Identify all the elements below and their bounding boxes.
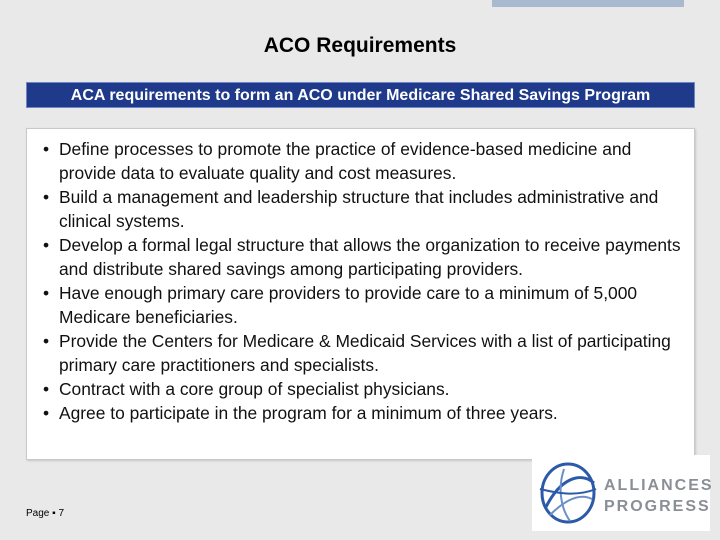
bullet-marker: • [42,403,50,423]
bullet-item [33,281,686,329]
bullet-item [33,329,686,377]
bullet-text: Build a management and leadership structure that includes administrative and clinical systems. [59,187,659,231]
bullet-marker: • [42,283,50,303]
slide-title: ACO Requirements [263,34,457,57]
bullet-marker: • [42,379,50,399]
bullet-item [33,377,686,401]
bullet-marker: • [42,235,50,255]
bullet-marker: • [42,331,50,351]
logo-line-1: ALLIANCES [604,477,714,494]
page-number: Page ▪ 7 [26,508,65,519]
bullet-marker: • [42,139,50,159]
subtitle-banner: ACA requirements to form an ACO under Medicare Shared Savings Program [26,82,695,108]
bullet-text: Develop a formal legal structure that allows the organization to receive payments and distribute shared savings among participating providers. [59,235,681,279]
bullet-item [33,137,686,185]
bullet-item [33,185,686,233]
bullet-list-box [26,128,695,460]
top-accent-bar [492,0,684,7]
bullet-text: Define processes to promote the practice of evidence-based medicine and provide data to evaluate quality and cost measures. [59,139,632,183]
bullet-item [33,233,686,281]
bullet-text: Contract with a core group of specialist physicians. [59,379,450,399]
bullet-text: Have enough primary care providers to provide care to a minimum of 5,000 Medicare beneficiaries. [59,283,638,327]
globe-swirl-icon [536,459,600,527]
bullet-marker: • [42,187,50,207]
bullet-text: Agree to participate in the program for a minimum of three years. [59,403,558,423]
bullet-item [33,401,686,425]
logo-line-2: PROGRESS [604,498,711,515]
bullet-list [27,129,694,425]
alliances-progress-logo [532,455,714,531]
bullet-text: Provide the Centers for Medicare & Medicaid Services with a list of participating primary care practitioners and specialists. [59,331,671,375]
logo-wordmark [604,475,714,517]
